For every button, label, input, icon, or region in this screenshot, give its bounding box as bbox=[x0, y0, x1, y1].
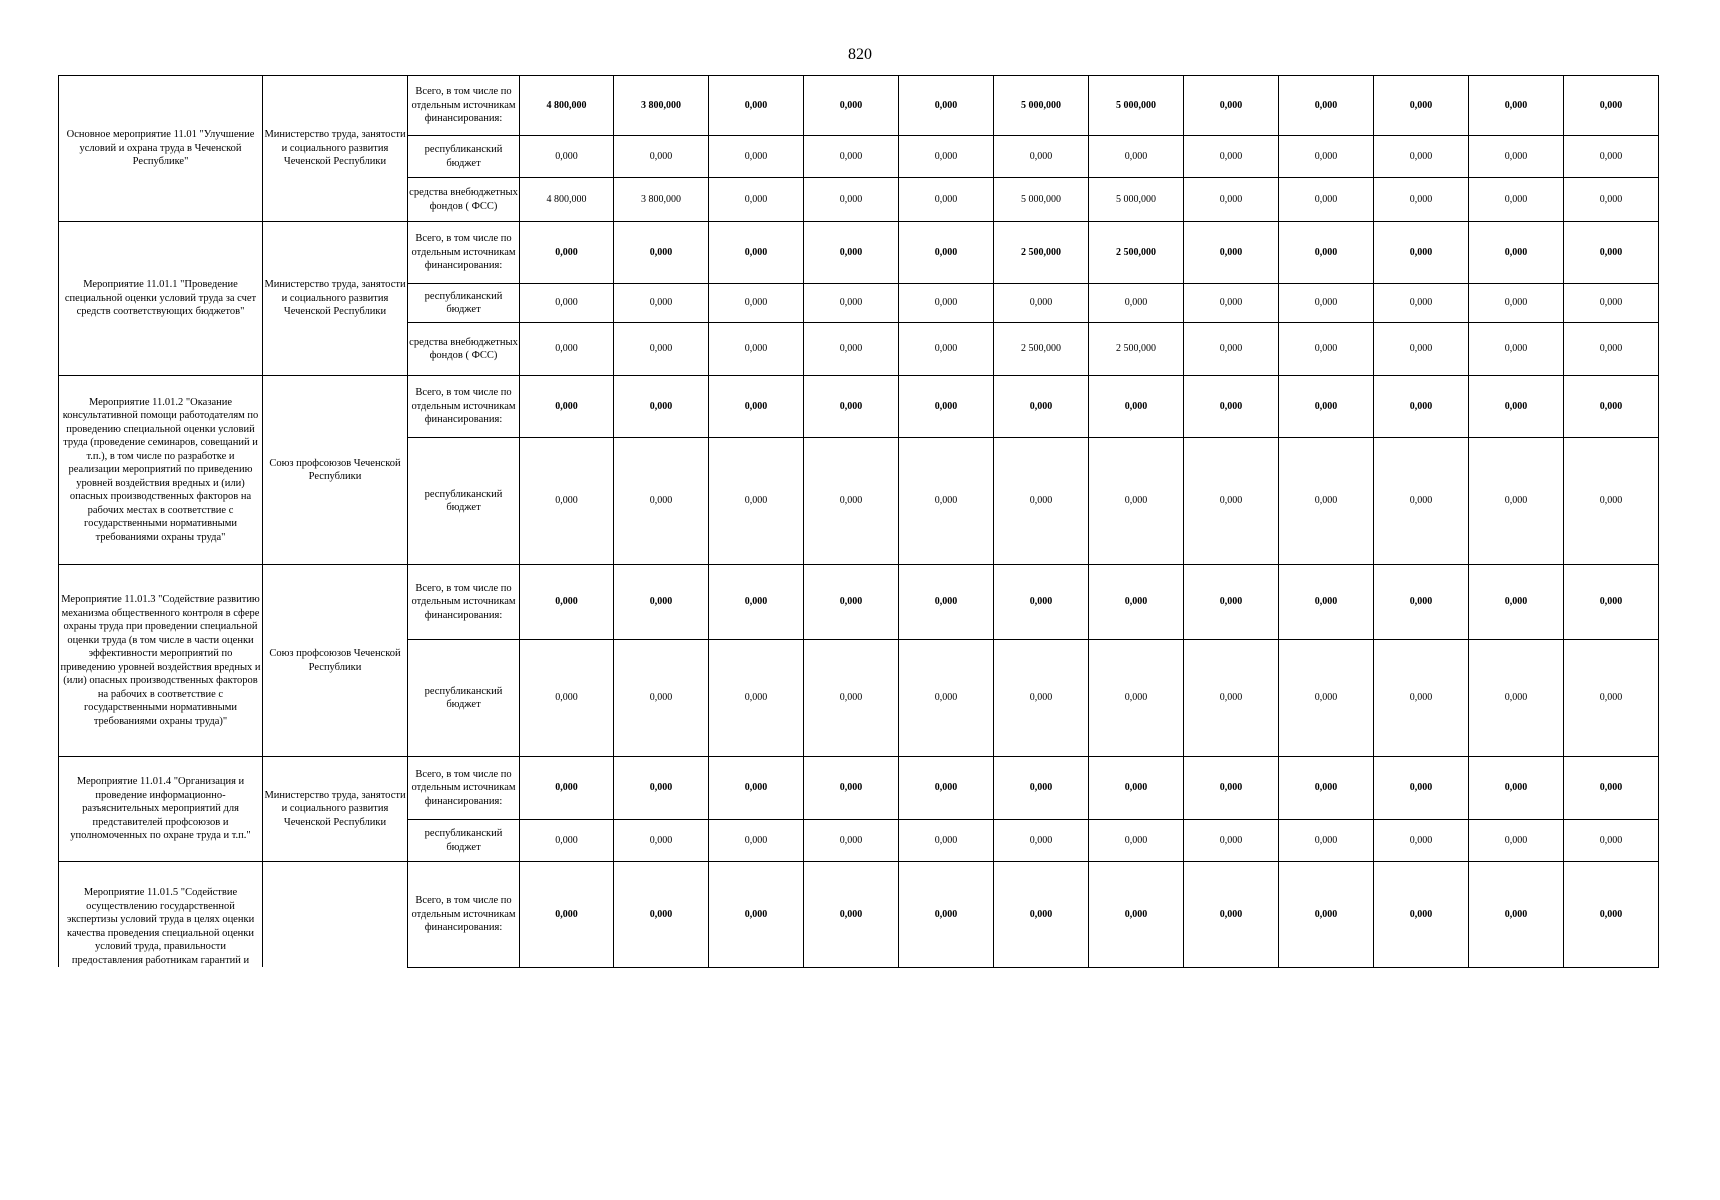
value-cell: 0,000 bbox=[1279, 640, 1374, 757]
value-cell: 0,000 bbox=[614, 565, 709, 640]
value-cell: 0,000 bbox=[1279, 376, 1374, 438]
value-cell: 0,000 bbox=[1184, 862, 1279, 968]
value-cell: 0,000 bbox=[1279, 438, 1374, 565]
value-cell: 2 500,000 bbox=[994, 323, 1089, 376]
value-cell: 0,000 bbox=[1374, 284, 1469, 323]
value-cell: 0,000 bbox=[1089, 640, 1184, 757]
value-cell: 0,000 bbox=[614, 323, 709, 376]
value-cell: 3 800,000 bbox=[614, 178, 709, 222]
value-cell: 0,000 bbox=[1279, 820, 1374, 862]
value-cell: 0,000 bbox=[1184, 178, 1279, 222]
value-cell: 0,000 bbox=[994, 376, 1089, 438]
value-cell: 0,000 bbox=[899, 136, 994, 178]
value-cell: 0,000 bbox=[1279, 178, 1374, 222]
value-cell: 0,000 bbox=[1564, 438, 1659, 565]
value-cell: 0,000 bbox=[709, 376, 804, 438]
value-cell: 0,000 bbox=[994, 862, 1089, 968]
value-cell: 0,000 bbox=[709, 862, 804, 968]
value-cell: 0,000 bbox=[1279, 136, 1374, 178]
value-cell: 0,000 bbox=[804, 178, 899, 222]
value-cell: 0,000 bbox=[1564, 640, 1659, 757]
value-cell: 0,000 bbox=[1469, 565, 1564, 640]
value-cell: 0,000 bbox=[1564, 757, 1659, 820]
value-cell: 0,000 bbox=[520, 222, 614, 284]
value-cell: 0,000 bbox=[1089, 757, 1184, 820]
value-cell: 0,000 bbox=[1184, 757, 1279, 820]
value-cell: 0,000 bbox=[520, 284, 614, 323]
value-cell: 2 500,000 bbox=[994, 222, 1089, 284]
value-cell: 0,000 bbox=[1089, 438, 1184, 565]
value-cell: 0,000 bbox=[520, 376, 614, 438]
funding-source: Всего, в том числе по отдельным источникам финансирования: bbox=[408, 565, 520, 640]
value-cell: 0,000 bbox=[1374, 76, 1469, 136]
value-cell: 0,000 bbox=[1279, 565, 1374, 640]
value-cell: 0,000 bbox=[804, 323, 899, 376]
value-cell: 0,000 bbox=[994, 438, 1089, 565]
executor-name: Союз профсоюзов Чеченской Республики bbox=[263, 565, 408, 757]
value-cell: 0,000 bbox=[1564, 820, 1659, 862]
value-cell: 0,000 bbox=[1374, 323, 1469, 376]
budget-table-container bbox=[58, 75, 1651, 966]
funding-source: республиканский бюджет bbox=[408, 820, 520, 862]
value-cell: 5 000,000 bbox=[1089, 178, 1184, 222]
executor-name bbox=[263, 862, 408, 968]
value-cell: 0,000 bbox=[1374, 376, 1469, 438]
value-cell: 0,000 bbox=[1184, 284, 1279, 323]
value-cell: 0,000 bbox=[614, 284, 709, 323]
value-cell: 0,000 bbox=[614, 376, 709, 438]
value-cell: 0,000 bbox=[1374, 820, 1469, 862]
value-cell: 0,000 bbox=[1564, 284, 1659, 323]
value-cell: 0,000 bbox=[1469, 376, 1564, 438]
budget-table bbox=[58, 75, 1659, 968]
value-cell: 0,000 bbox=[1374, 222, 1469, 284]
value-cell: 0,000 bbox=[709, 222, 804, 284]
executor-name: Министерство труда, занятости и социального развития Чеченской Республики bbox=[263, 222, 408, 376]
value-cell: 0,000 bbox=[520, 640, 614, 757]
value-cell: 0,000 bbox=[994, 640, 1089, 757]
value-cell: 0,000 bbox=[520, 862, 614, 968]
total-row bbox=[59, 76, 1659, 136]
total-row bbox=[59, 376, 1659, 438]
value-cell: 0,000 bbox=[994, 136, 1089, 178]
value-cell: 4 800,000 bbox=[520, 178, 614, 222]
value-cell: 0,000 bbox=[1184, 565, 1279, 640]
value-cell: 0,000 bbox=[804, 76, 899, 136]
value-cell: 0,000 bbox=[614, 862, 709, 968]
value-cell: 0,000 bbox=[1564, 76, 1659, 136]
funding-source: средства внебюджетных фондов ( ФСС) bbox=[408, 178, 520, 222]
value-cell: 0,000 bbox=[899, 178, 994, 222]
activity-title: Основное мероприятие 11.01 "Улучшение условий и охрана труда в Чеченской Республике" bbox=[59, 76, 263, 222]
value-cell: 0,000 bbox=[899, 820, 994, 862]
value-cell: 0,000 bbox=[1469, 178, 1564, 222]
value-cell: 0,000 bbox=[709, 820, 804, 862]
value-cell: 0,000 bbox=[1184, 222, 1279, 284]
value-cell: 0,000 bbox=[709, 76, 804, 136]
value-cell: 0,000 bbox=[520, 323, 614, 376]
value-cell: 0,000 bbox=[1564, 376, 1659, 438]
value-cell: 0,000 bbox=[1564, 862, 1659, 968]
value-cell: 0,000 bbox=[1469, 136, 1564, 178]
value-cell: 2 500,000 bbox=[1089, 222, 1184, 284]
value-cell: 0,000 bbox=[614, 136, 709, 178]
value-cell: 0,000 bbox=[614, 640, 709, 757]
value-cell: 0,000 bbox=[804, 565, 899, 640]
value-cell: 0,000 bbox=[520, 820, 614, 862]
value-cell: 0,000 bbox=[1564, 136, 1659, 178]
value-cell: 0,000 bbox=[1184, 640, 1279, 757]
activity-title: Мероприятие 11.01.3 "Содействие развитию механизма общественного контроля в сфере охраны труда при проведении специальной оценки труда (в том числе в части оценки эффективности мероприятий по приведению уровней воздействия вредных и (или) опасных производственных факторов на рабочих в соответствие с государственными нормативными требованиями охраны труда)" bbox=[59, 565, 263, 757]
value-cell: 0,000 bbox=[709, 323, 804, 376]
value-cell: 0,000 bbox=[709, 438, 804, 565]
value-cell: 0,000 bbox=[994, 284, 1089, 323]
value-cell: 0,000 bbox=[1469, 76, 1564, 136]
value-cell: 3 800,000 bbox=[614, 76, 709, 136]
executor-name: Союз профсоюзов Чеченской Республики bbox=[263, 376, 408, 565]
activity-title: Мероприятие 11.01.4 "Организация и проведение информационно-разъяснительных мероприятий для представителей профсоюзов и уполномоченных по охране труда и т.п." bbox=[59, 757, 263, 862]
funding-source: Всего, в том числе по отдельным источникам финансирования: bbox=[408, 757, 520, 820]
value-cell: 0,000 bbox=[994, 565, 1089, 640]
value-cell: 0,000 bbox=[1184, 323, 1279, 376]
funding-source: Всего, в том числе по отдельным источникам финансирования: bbox=[408, 862, 520, 968]
page-number: 820 bbox=[848, 46, 872, 63]
value-cell: 0,000 bbox=[1469, 820, 1564, 862]
executor-name: Министерство труда, занятости и социального развития Чеченской Республики bbox=[263, 76, 408, 222]
value-cell: 0,000 bbox=[520, 757, 614, 820]
table-body bbox=[59, 76, 1659, 968]
value-cell: 0,000 bbox=[1279, 757, 1374, 820]
activity-title: Мероприятие 11.01.5 "Содействие осуществлению государственной экспертизы условий труда в целях оценки качества проведения специальной оценки условий труда, правильности предоставления работникам гарантий и bbox=[59, 862, 263, 968]
value-cell: 0,000 bbox=[1564, 323, 1659, 376]
value-cell: 0,000 bbox=[1469, 640, 1564, 757]
value-cell: 0,000 bbox=[1184, 820, 1279, 862]
value-cell: 0,000 bbox=[899, 376, 994, 438]
value-cell: 4 800,000 bbox=[520, 76, 614, 136]
funding-source: средства внебюджетных фондов ( ФСС) bbox=[408, 323, 520, 376]
value-cell: 0,000 bbox=[709, 640, 804, 757]
value-cell: 0,000 bbox=[1279, 862, 1374, 968]
value-cell: 0,000 bbox=[899, 438, 994, 565]
funding-source: Всего, в том числе по отдельным источникам финансирования: bbox=[408, 76, 520, 136]
value-cell: 5 000,000 bbox=[994, 178, 1089, 222]
value-cell: 0,000 bbox=[1469, 862, 1564, 968]
value-cell: 0,000 bbox=[709, 565, 804, 640]
value-cell: 0,000 bbox=[1089, 376, 1184, 438]
value-cell: 0,000 bbox=[1374, 640, 1469, 757]
value-cell: 0,000 bbox=[1469, 222, 1564, 284]
value-cell: 0,000 bbox=[804, 438, 899, 565]
value-cell: 0,000 bbox=[804, 376, 899, 438]
value-cell: 0,000 bbox=[520, 136, 614, 178]
funding-source: Всего, в том числе по отдельным источникам финансирования: bbox=[408, 376, 520, 438]
value-cell: 0,000 bbox=[804, 640, 899, 757]
total-row bbox=[59, 757, 1659, 820]
value-cell: 0,000 bbox=[1184, 376, 1279, 438]
value-cell: 0,000 bbox=[899, 323, 994, 376]
value-cell: 0,000 bbox=[709, 757, 804, 820]
funding-source: республиканский бюджет bbox=[408, 284, 520, 323]
total-row bbox=[59, 862, 1659, 968]
activity-title: Мероприятие 11.01.1 "Проведение специальной оценки условий труда за счет средств соответствующих бюджетов" bbox=[59, 222, 263, 376]
value-cell: 0,000 bbox=[1089, 284, 1184, 323]
value-cell: 0,000 bbox=[804, 284, 899, 323]
value-cell: 0,000 bbox=[1279, 222, 1374, 284]
value-cell: 0,000 bbox=[1279, 323, 1374, 376]
value-cell: 0,000 bbox=[1564, 222, 1659, 284]
value-cell: 0,000 bbox=[1374, 862, 1469, 968]
value-cell: 0,000 bbox=[1374, 565, 1469, 640]
value-cell: 0,000 bbox=[804, 222, 899, 284]
value-cell: 5 000,000 bbox=[994, 76, 1089, 136]
value-cell: 0,000 bbox=[899, 757, 994, 820]
value-cell: 0,000 bbox=[614, 222, 709, 284]
value-cell: 0,000 bbox=[1279, 76, 1374, 136]
value-cell: 0,000 bbox=[899, 862, 994, 968]
value-cell: 2 500,000 bbox=[1089, 323, 1184, 376]
value-cell: 0,000 bbox=[804, 757, 899, 820]
value-cell: 0,000 bbox=[899, 76, 994, 136]
value-cell: 0,000 bbox=[1564, 565, 1659, 640]
value-cell: 0,000 bbox=[994, 757, 1089, 820]
value-cell: 0,000 bbox=[1469, 323, 1564, 376]
value-cell: 0,000 bbox=[1089, 565, 1184, 640]
value-cell: 5 000,000 bbox=[1089, 76, 1184, 136]
value-cell: 0,000 bbox=[899, 284, 994, 323]
value-cell: 0,000 bbox=[709, 178, 804, 222]
total-row bbox=[59, 565, 1659, 640]
value-cell: 0,000 bbox=[1089, 820, 1184, 862]
executor-name: Министерство труда, занятости и социального развития Чеченской Республики bbox=[263, 757, 408, 862]
value-cell: 0,000 bbox=[614, 820, 709, 862]
value-cell: 0,000 bbox=[1184, 438, 1279, 565]
value-cell: 0,000 bbox=[520, 565, 614, 640]
value-cell: 0,000 bbox=[1279, 284, 1374, 323]
value-cell: 0,000 bbox=[614, 757, 709, 820]
value-cell: 0,000 bbox=[899, 640, 994, 757]
value-cell: 0,000 bbox=[1469, 284, 1564, 323]
total-row bbox=[59, 222, 1659, 284]
funding-source: республиканский бюджет bbox=[408, 438, 520, 565]
value-cell: 0,000 bbox=[804, 862, 899, 968]
value-cell: 0,000 bbox=[899, 565, 994, 640]
value-cell: 0,000 bbox=[709, 284, 804, 323]
value-cell: 0,000 bbox=[1374, 136, 1469, 178]
funding-source: республиканский бюджет bbox=[408, 640, 520, 757]
value-cell: 0,000 bbox=[1374, 438, 1469, 565]
value-cell: 0,000 bbox=[804, 136, 899, 178]
value-cell: 0,000 bbox=[1184, 76, 1279, 136]
value-cell: 0,000 bbox=[1374, 178, 1469, 222]
value-cell: 0,000 bbox=[1089, 862, 1184, 968]
value-cell: 0,000 bbox=[709, 136, 804, 178]
value-cell: 0,000 bbox=[899, 222, 994, 284]
value-cell: 0,000 bbox=[520, 438, 614, 565]
value-cell: 0,000 bbox=[614, 438, 709, 565]
value-cell: 0,000 bbox=[804, 820, 899, 862]
value-cell: 0,000 bbox=[994, 820, 1089, 862]
value-cell: 0,000 bbox=[1469, 438, 1564, 565]
value-cell: 0,000 bbox=[1564, 178, 1659, 222]
value-cell: 0,000 bbox=[1469, 757, 1564, 820]
value-cell: 0,000 bbox=[1089, 136, 1184, 178]
funding-source: республиканский бюджет bbox=[408, 136, 520, 178]
activity-title: Мероприятие 11.01.2 "Оказание консультативной помощи работодателям по проведению специальной оценки условий труда (проведение семинаров, совещаний и т.п.), в том числе по разработке и реализации мероприятий по приведению уровней воздействия вредных и (или) опасных производственных факторов на рабочих местах в соответствие с государственными нормативными требованиями охраны труда" bbox=[59, 376, 263, 565]
value-cell: 0,000 bbox=[1184, 136, 1279, 178]
value-cell: 0,000 bbox=[1374, 757, 1469, 820]
funding-source: Всего, в том числе по отдельным источникам финансирования: bbox=[408, 222, 520, 284]
